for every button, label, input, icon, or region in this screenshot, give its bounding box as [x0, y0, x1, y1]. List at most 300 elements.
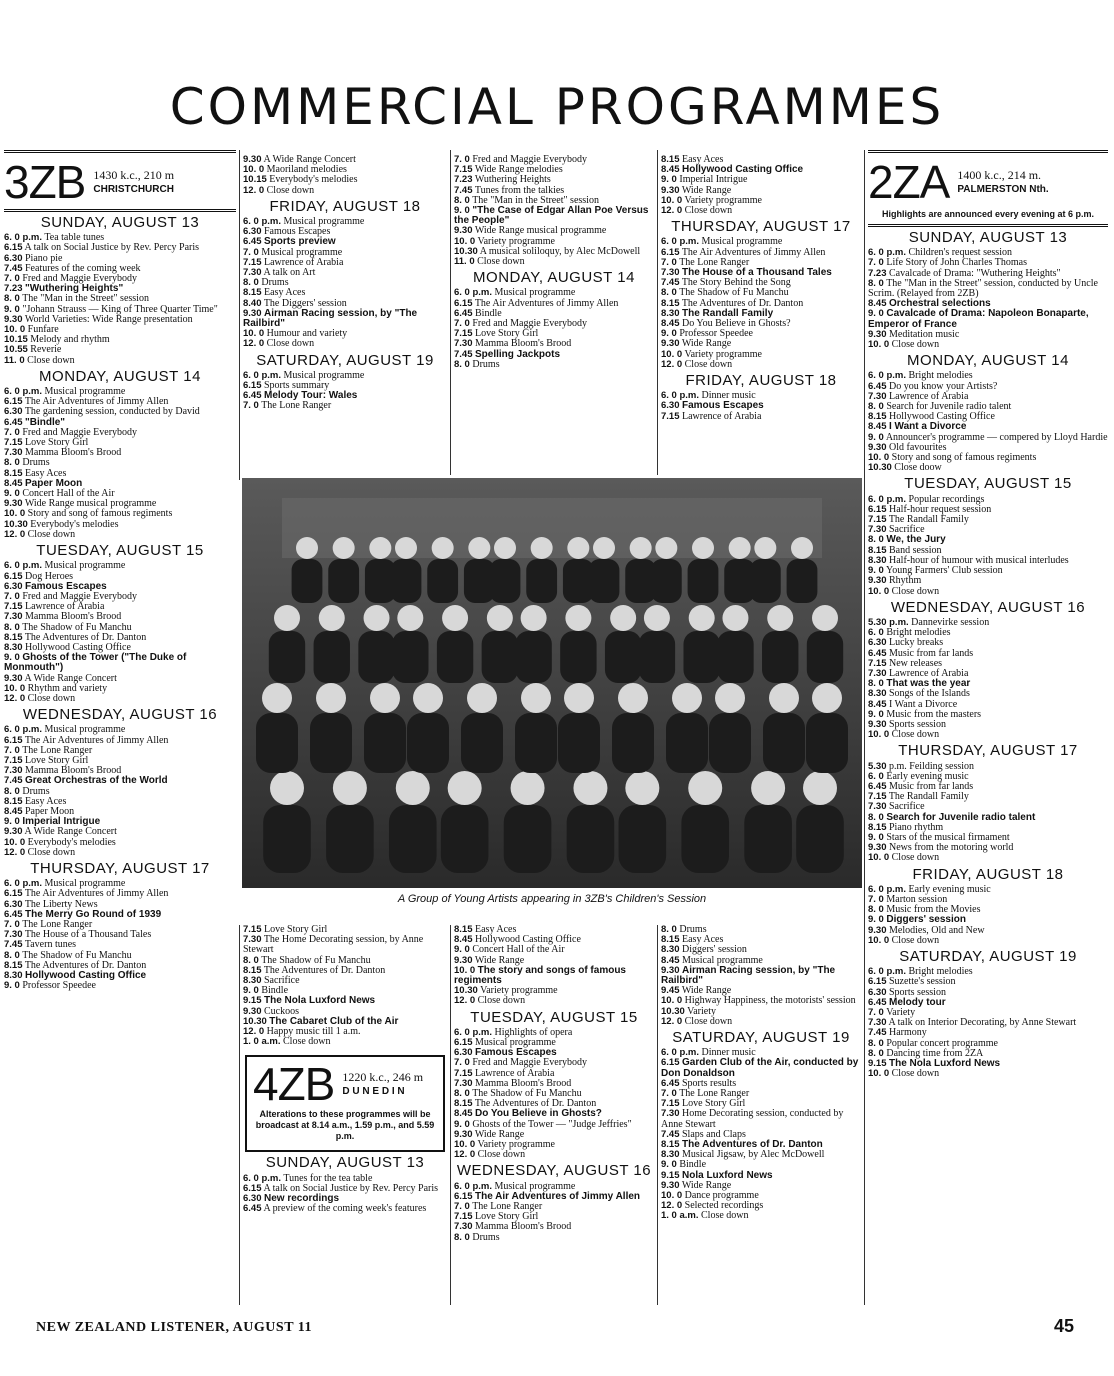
figure-face: [655, 537, 677, 559]
figure-body: [427, 559, 458, 603]
programme-title: New releases: [889, 657, 943, 669]
programme-title: Highlights of opera: [494, 1026, 573, 1038]
programme-time: 10.30: [454, 245, 478, 257]
programme-time: 9.30: [661, 964, 680, 976]
programme-title: Love Story Girl: [682, 1098, 746, 1110]
figure-face: [448, 771, 482, 805]
programme-title: The Merry Go Round of 1939: [25, 908, 162, 920]
programme-time: 7.15: [4, 601, 23, 613]
programme-time: 7. 0: [243, 400, 259, 412]
programme-title: Young Farmers' Club session: [886, 565, 1003, 577]
programme-time: 6. 0 p.m.: [661, 390, 700, 402]
programme-title: Love Story Girl: [264, 925, 328, 935]
programme-title: The Air Adventures of Jimmy Allen: [474, 297, 619, 309]
figure-body: [639, 631, 675, 683]
programme-entry: [454, 257, 654, 267]
figure-face: [396, 771, 430, 805]
programme-time: 6.15: [243, 380, 262, 392]
programme-time: 9. 0: [868, 831, 884, 843]
programme-time: 8.15: [243, 287, 262, 299]
programme-title: The Adventures of Dr. Danton: [682, 1139, 823, 1151]
programme-title: The Adventures of Dr. Danton: [263, 964, 386, 976]
programme-title: Bright melodies: [886, 627, 951, 639]
programme-time: 8. 0: [661, 287, 677, 299]
programme-title: Mamma Bloom's Brood: [475, 1221, 572, 1233]
programme-title: The Adventures of Dr. Danton: [24, 631, 147, 643]
programme-title: Selected recordings: [684, 1200, 764, 1212]
programme-title: Musical programme: [261, 246, 343, 258]
programme-list: [243, 925, 447, 1047]
programme-entry: [661, 1058, 861, 1078]
programme-title: Close down: [27, 354, 75, 366]
programme-title: The Air Adventures of Jimmy Allen: [24, 396, 169, 408]
programme-time: 9.15: [868, 1058, 887, 1070]
programme-time: 9. 0: [4, 652, 20, 664]
programme-title: Bindle: [261, 985, 289, 997]
day-heading: FRIDAY, AUGUST 18: [685, 372, 837, 390]
programme-title: The Shadow of Fu Manchu: [22, 621, 132, 633]
day-heading: MONDAY, AUGUST 14: [473, 269, 635, 287]
programme-time: 8. 0: [454, 194, 470, 206]
programme-time: 9.30: [868, 328, 887, 340]
programme-entry: [868, 1069, 1108, 1079]
programme-title: Diggers' session: [886, 914, 966, 926]
programme-time: 6.30: [4, 252, 23, 264]
programme-time: 8. 0: [4, 457, 20, 469]
figure-body: [292, 559, 323, 603]
programme-time: 1. 0 a.m.: [243, 1036, 281, 1048]
day-heading: THURSDAY, AUGUST 17: [898, 742, 1078, 760]
column-2za: [868, 148, 1108, 1306]
figure-body: [683, 631, 719, 683]
programme-time: 8.45: [868, 421, 887, 433]
programme-title: Wuthering Heights: [474, 174, 551, 186]
programme-title: Love Story Girl: [25, 754, 89, 766]
programme-time: 6.45: [868, 996, 887, 1008]
programme-time: 10. 0: [868, 1068, 890, 1080]
programme-title: The "Man in the Street" session: [472, 194, 599, 206]
programme-title: Drums: [679, 925, 707, 935]
figure-body: [558, 713, 600, 773]
programme-title: Mamma Bloom's Brood: [25, 447, 122, 459]
figure-face: [397, 605, 423, 631]
programme-time: 12. 0: [243, 338, 265, 350]
day-heading: WEDNESDAY, AUGUST 16: [22, 706, 218, 724]
programme-time: 6. 0 p.m.: [243, 369, 282, 381]
figure-face: [812, 605, 838, 631]
programme-title: Airman Racing session, by "The Railbird": [243, 307, 418, 330]
programme-entry: [4, 694, 236, 704]
programme-title: Wide Range: [681, 985, 732, 997]
day-heading: FRIDAY, AUGUST 18: [912, 865, 1064, 883]
programme-time: 8. 0: [868, 904, 884, 916]
figure-face: [751, 771, 785, 805]
figure-body: [666, 713, 708, 773]
programme-time: 7. 0: [661, 1088, 677, 1100]
programme-time: 10. 0: [243, 328, 265, 340]
programme-title: Paper Moon: [25, 477, 83, 489]
station-info: [342, 1071, 423, 1098]
programme-time: 7.15: [868, 657, 887, 669]
programme-entry: [454, 360, 654, 370]
figure-face: [494, 537, 516, 559]
programme-title: Lawrence of Arabia: [25, 601, 105, 613]
programme-title: Orchestral selections: [889, 298, 991, 310]
programme-time: 8. 0: [868, 1037, 884, 1049]
programme-time: 10. 0: [4, 682, 26, 694]
programme-time: 8.15: [4, 795, 23, 807]
figure-body: [482, 631, 518, 683]
programme-time: 6.15: [868, 503, 887, 515]
programme-title: Rhythm and variety: [27, 682, 108, 694]
programme-time: 9.30: [868, 575, 887, 587]
figure-face: [567, 537, 589, 559]
programme-time: 9. 0: [4, 303, 20, 315]
programme-title: Lawrence of Arabia: [889, 667, 969, 679]
programme-time: 7.45: [4, 939, 23, 951]
double-rule: [868, 224, 1108, 227]
figure-face: [442, 605, 468, 631]
programme-title: "Wuthering Heights": [25, 283, 124, 295]
programme-time: 9.45: [661, 985, 680, 997]
day-heading: SATURDAY, AUGUST 19: [672, 1029, 850, 1047]
programme-entry: [243, 186, 447, 196]
programme-title: That was the year: [886, 678, 971, 690]
programme-title: Bright melodies: [908, 966, 973, 978]
figure-face: [565, 605, 591, 631]
figure-face: [333, 771, 367, 805]
programme-title: Close doow: [894, 462, 942, 474]
programme-time: 6. 0 p.m.: [868, 883, 907, 895]
programme-title: Stars of the musical firmament: [886, 831, 1010, 843]
programme-time: 8.15: [454, 1098, 473, 1110]
programme-entry: [4, 530, 236, 540]
programme-entry: [661, 1211, 861, 1221]
programme-title: Sports results: [682, 1077, 737, 1089]
programme-title: Musical programme: [494, 287, 576, 299]
programme-title: Wide Range: [474, 954, 525, 966]
day-heading: FRIDAY, AUGUST 18: [269, 197, 421, 215]
programme-time: 7.15: [243, 256, 262, 268]
programme-time: 8.45: [4, 805, 23, 817]
figure-body: [310, 713, 352, 773]
figure-body: [807, 631, 843, 683]
programme-time: 10.15: [4, 334, 28, 346]
programme-title: Songs of the Islands: [889, 688, 970, 700]
programme-time: 8.15: [661, 1139, 680, 1151]
station-info: [93, 169, 174, 196]
programme-title: Fred and Maggie Everybody: [472, 155, 588, 165]
programme-time: 7.45: [868, 1027, 887, 1039]
station-call-sign: 4ZB: [253, 1058, 335, 1111]
programme-title: p.m. Feilding session: [889, 760, 975, 772]
programme-time: 9.30: [243, 1005, 262, 1017]
programme-title: Love Story Girl: [25, 437, 89, 449]
programme-time: 9. 0: [868, 914, 884, 926]
programme-title: Home Decorating session, conducted by Anne Stewart: [661, 1108, 844, 1130]
station-note: Highlights are announced every evening at 6 p.m.: [881, 209, 1095, 219]
programme-title: Melodies, Old and New: [889, 924, 985, 936]
programme-title: The Lone Ranger: [472, 1201, 543, 1213]
programme-title: Lawrence of Arabia: [264, 256, 344, 268]
programme-time: 10.30: [243, 1015, 267, 1027]
figure-body: [567, 805, 615, 873]
figure-face: [395, 537, 417, 559]
programme-time: 7. 0: [454, 155, 470, 165]
figure-face: [754, 537, 776, 559]
figure-face: [769, 683, 799, 713]
programme-title: The Adventures of Dr. Danton: [474, 1098, 597, 1110]
programme-title: The Shadow of Fu Manchu: [472, 1088, 582, 1100]
programme-title: Dannevirke session: [911, 616, 990, 628]
figure-body: [612, 713, 654, 773]
programme-time: 6. 0 p.m.: [454, 287, 493, 299]
programme-title: A talk on Art: [263, 267, 316, 279]
programme-time: 6.15: [454, 1190, 473, 1202]
programme-time: 6.45: [868, 780, 887, 792]
station-note: Alterations to these programmes will be broadcast at 8.14 a.m., 1.59 p.m., and 5.59 p.m.: [255, 1109, 435, 1142]
programme-time: 11. 0: [454, 256, 475, 268]
programme-title: The Randall Family: [888, 514, 969, 526]
figure-face: [803, 771, 837, 805]
programme-title: The Lone Ranger: [261, 400, 332, 412]
programme-title: Paper Moon: [25, 805, 75, 817]
programme-time: 7.30: [243, 934, 262, 946]
programme-title: Announcer's programme — compered by Lloyd Hardie: [885, 431, 1108, 443]
day-heading: MONDAY, AUGUST 14: [907, 352, 1069, 370]
programme-time: 12. 0: [661, 205, 683, 217]
programme-title: "The Case of Edgar Allan Poe Versus the People": [454, 205, 649, 227]
programme-time: 6. 0 p.m.: [868, 966, 907, 978]
programme-time: 10. 0: [4, 836, 26, 848]
day-heading: TUESDAY, AUGUST 15: [904, 475, 1072, 493]
programme-time: 7.23: [4, 283, 23, 295]
figure-body: [328, 559, 359, 603]
programme-title: Professor Speedee: [679, 328, 753, 340]
programme-time: 7.15: [454, 1067, 473, 1079]
programme-title: Life Story of John Charles Thomas: [886, 257, 1027, 269]
programme-title: Musical programme: [44, 724, 126, 736]
figure-face: [672, 683, 702, 713]
programme-time: 6.45: [243, 390, 262, 402]
figure-body: [709, 713, 751, 773]
programme-time: 8.15: [661, 297, 680, 309]
programme-title: A Wide Range Concert: [263, 155, 356, 165]
programme-title: Harmony: [889, 1027, 927, 1039]
column-divider: [864, 150, 865, 1305]
programme-title: Hollywood Casting Office: [889, 411, 995, 423]
programme-title: Happy music till 1 a.m.: [266, 1026, 361, 1038]
programme-time: 7.23: [868, 267, 887, 279]
programme-time: 7. 0: [454, 318, 470, 330]
programme-time: 6. 0 p.m.: [661, 1047, 700, 1059]
programme-title: Music from far lands: [889, 780, 974, 792]
programme-time: 6.15: [454, 1037, 473, 1049]
programme-time: 6. 0 p.m.: [454, 1180, 493, 1192]
programme-time: 7.30: [4, 447, 23, 459]
programme-entry: [868, 587, 1108, 597]
programme-time: 7.30: [454, 338, 473, 350]
programme-title: Piano rhythm: [889, 821, 944, 833]
figure-face: [630, 537, 652, 559]
programme-time: 8.45: [454, 1108, 473, 1120]
figure-face: [369, 537, 391, 559]
figure-body: [605, 631, 641, 683]
programme-time: 9.30: [661, 1179, 680, 1191]
programme-title: Maoriland melodies: [266, 164, 347, 176]
station-header-2za: [868, 156, 1108, 208]
programme-entry: [661, 966, 861, 986]
programme-entry: [868, 340, 1108, 350]
programme-time: 6.45: [454, 307, 473, 319]
programme-time: 6.30: [868, 986, 887, 998]
figure-face: [262, 683, 292, 713]
programme-title: Tunes for the tea table: [283, 1172, 373, 1184]
column-3-bottom: [454, 925, 654, 1305]
figure-face: [610, 605, 636, 631]
programme-time: 9. 0: [4, 816, 20, 828]
programme-title: Drums: [261, 277, 289, 289]
programme-time: 12. 0: [661, 1015, 683, 1027]
programme-title: Close down: [27, 846, 76, 858]
programme-time: 7. 0: [243, 246, 259, 258]
programme-title: Lawrence of Arabia: [475, 1067, 555, 1079]
programme-time: 9. 0: [661, 328, 677, 340]
programme-entry: [454, 966, 654, 986]
programme-title: Close down: [477, 1149, 526, 1161]
programme-time: 6. 0 p.m.: [4, 724, 43, 736]
figure-body: [326, 805, 374, 873]
programme-time: 10.55: [4, 344, 28, 356]
programme-time: 7.30: [4, 929, 23, 941]
programme-time: 10. 0: [868, 339, 890, 351]
station-call-sign: 3ZB: [4, 156, 86, 208]
programme-time: 11. 0: [4, 354, 25, 366]
programme-time: 8. 0: [868, 534, 884, 546]
programme-title: Musical programme: [475, 1037, 556, 1049]
figure-face: [573, 771, 607, 805]
programme-time: 7.45: [661, 277, 680, 289]
programme-title: Drums: [22, 785, 50, 797]
programme-title: Mamma Bloom's Brood: [25, 611, 122, 623]
programme-title: Easy Aces: [25, 467, 67, 479]
programme-time: 7. 0: [454, 1201, 470, 1213]
programme-title: The Nola Luxford News: [889, 1058, 1001, 1070]
figure-body: [256, 713, 298, 773]
programme-time: 6.15: [4, 570, 23, 582]
figure-body: [560, 631, 596, 683]
publication-footer: NEW ZEALAND LISTENER, AUGUST 11: [36, 1320, 313, 1335]
programme-title: Music from the Movies: [886, 904, 981, 916]
programme-time: 10. 0: [868, 729, 890, 741]
programme-entry: [661, 1109, 861, 1129]
column-2-top: [243, 155, 447, 477]
programme-time: 8.30: [661, 1149, 680, 1161]
programme-time: 9. 0: [868, 565, 884, 577]
programme-title: Musical programme: [283, 216, 365, 228]
station-call-sign: 2ZA: [868, 156, 950, 208]
programme-title: The Adventures of Dr. Danton: [24, 959, 147, 971]
programme-entry: [868, 936, 1108, 946]
programme-time: 9.30: [661, 184, 680, 196]
programme-time: 8.15: [868, 411, 887, 423]
programme-time: 6.15: [4, 396, 23, 408]
programme-title: Fred and Maggie Everybody: [472, 318, 588, 330]
programme-title: The House of a Thousand Tales: [682, 267, 832, 279]
programme-title: Musical programme: [701, 236, 783, 248]
programme-title: The Adventures of Dr. Danton: [681, 297, 804, 309]
programme-time: 8.45: [661, 164, 680, 176]
programme-title: "Johann Strauss — King of Three Quarter Time": [22, 303, 218, 315]
day-heading: THURSDAY, AUGUST 17: [671, 218, 851, 236]
programme-time: 8.45: [4, 477, 23, 489]
programme-title: The Randall Family: [682, 307, 774, 319]
figure-face: [564, 683, 594, 713]
programme-time: 7.30: [868, 667, 887, 679]
programme-entry: [243, 401, 447, 411]
programme-entry: [4, 356, 236, 366]
programme-title: The Nola Luxford News: [264, 995, 376, 1007]
column-divider: [239, 150, 240, 480]
station-frequency: 1220 k.c., 246 m: [342, 1069, 424, 1084]
programme-title: Close down: [891, 339, 940, 351]
programme-entry: [4, 981, 236, 991]
programme-title: Close down: [684, 1015, 733, 1027]
programme-title: Easy Aces: [682, 934, 724, 946]
day-heading: WEDNESDAY, AUGUST 16: [456, 1162, 652, 1180]
programme-time: 10. 0: [661, 995, 683, 1007]
figure-body: [717, 631, 753, 683]
programme-entry: [454, 1150, 654, 1160]
figure-face: [296, 537, 318, 559]
programme-title: Melody and rhythm: [30, 334, 110, 346]
double-rule: [4, 150, 236, 153]
programme-title: Mamma Bloom's Brood: [475, 338, 572, 350]
station-header-4zb: [253, 1058, 437, 1111]
programme-time: 1. 0 a.m.: [661, 1210, 699, 1222]
programme-title: Wide Range musical programme: [474, 225, 607, 237]
group-photo: [242, 478, 862, 888]
figure-face: [487, 605, 513, 631]
programme-time: 6.30: [661, 400, 680, 412]
programme-entry: [4, 653, 236, 673]
programme-time: 10.30: [4, 518, 28, 530]
programme-title: The Air Adventures of Jimmy Allen: [24, 888, 169, 900]
programme-time: 9.30: [4, 498, 23, 510]
programme-time: 10.30: [454, 985, 478, 997]
double-rule: [4, 209, 236, 212]
figure-body: [526, 559, 557, 603]
figure-body: [619, 805, 667, 873]
programme-time: 8.30: [661, 307, 680, 319]
programme-title: Wide Range musical programme: [24, 498, 157, 510]
programme-title: Love Story Girl: [475, 1211, 539, 1223]
programme-time: 10.30: [661, 1005, 685, 1017]
programme-time: 6. 0: [868, 627, 884, 639]
programme-time: 7. 0: [868, 1007, 884, 1019]
programme-title: Close down: [27, 528, 76, 540]
programme-title: A talk on Social Justice by Rev. Percy Paris: [24, 242, 200, 254]
programme-time: 6. 0 p.m.: [4, 232, 43, 244]
programme-title: Wide Range melodies: [474, 164, 563, 176]
programme-title: Lawrence of Arabia: [682, 410, 762, 422]
figure-face: [625, 771, 659, 805]
day-heading: SATURDAY, AUGUST 19: [256, 351, 434, 369]
programme-title: The Lone Ranger: [22, 744, 93, 756]
figure-body: [589, 559, 620, 603]
programme-time: 7.15: [4, 754, 23, 766]
programme-title: Wide Range: [681, 1179, 732, 1191]
